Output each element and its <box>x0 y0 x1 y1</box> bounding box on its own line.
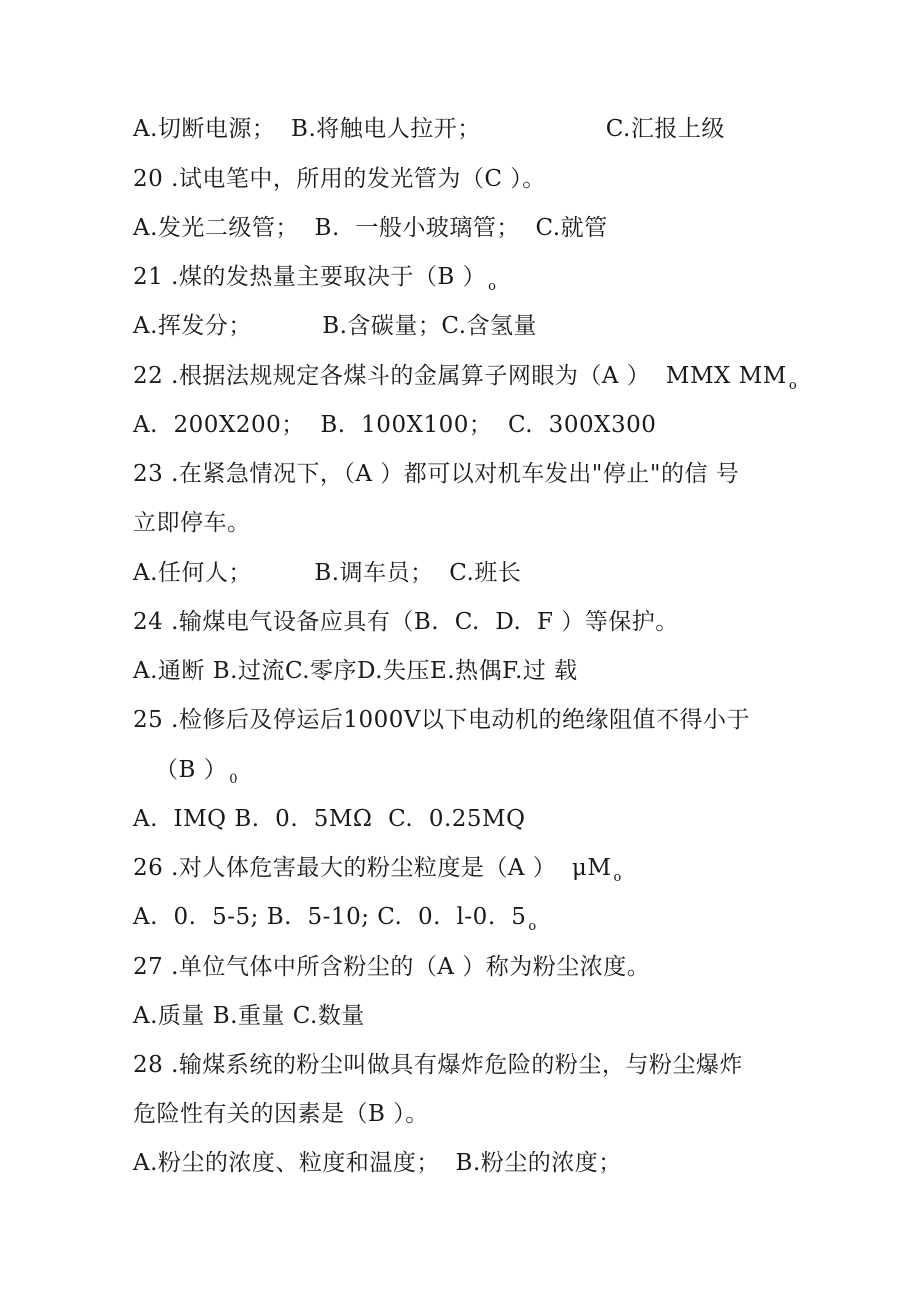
q21-question <box>133 262 496 302</box>
q21-options: A.挥发分； B.含碳量；C.含氢量 <box>133 313 538 339</box>
q28-question-line2: 危险性有关的因素是（B ）。 <box>133 1101 429 1127</box>
q25-question-line1: 25 .检修后及停运后1000V以下电动机的绝缘阻值不得小于 <box>133 707 751 733</box>
q22-question <box>133 361 797 401</box>
q21-subscript: o <box>488 279 497 294</box>
q26-question <box>133 853 622 893</box>
q27-question: 27 .单位气体中所含粉尘的（A ）称为粉尘浓度。 <box>133 954 651 980</box>
q23-question-line1: 23 .在紧急情况下，（A ）都可以对机车发出"停止"的信 号 <box>133 461 740 487</box>
q25-options: A. IMQ B. 0. 5MΩ C. 0.25MQ <box>133 806 526 832</box>
q26-options-text: A. 0. 5-5; B. 5-10; C. 0. l-0. 5 <box>133 904 527 930</box>
q26-options <box>133 902 537 942</box>
q22-subscript: o <box>788 378 798 393</box>
q25-question-line2 <box>155 755 238 795</box>
q23-options: A.任何人； B.调车员； C.班长 <box>133 560 522 586</box>
q28-question-line1: 28 .输煤系统的粉尘叫做具有爆炸危险的粉尘，与粉尘爆炸 <box>133 1052 743 1078</box>
q23-question-line2: 立即停车。 <box>133 510 251 536</box>
q26-subscript: o <box>613 870 622 885</box>
q24-options: A.通断 B.过流C.零序D.失压E.热偶F.过 载 <box>133 658 578 684</box>
q22-options: A. 200X200； B. 100X100； C. 300X300 <box>133 412 657 438</box>
q27-options: A.质量 B.重量 C.数量 <box>133 1003 365 1029</box>
q26-text: 26 .对人体危害最大的粉尘粒度是（A ） μM <box>133 855 612 881</box>
q21-text: 21 .煤的发热量主要取决于（B ） <box>133 264 487 290</box>
q19-options: A.切断电源； B.将触电人拉开； C.汇报上级 <box>133 116 725 142</box>
q25-subscript: 0 <box>229 772 238 787</box>
q26-options-subscript: o <box>528 919 537 934</box>
q20-question: 20 .试电笔中，所用的发光管为（C ）。 <box>133 166 546 192</box>
q24-question: 24 .输煤电气设备应具有（B. C. D. F ）等保护。 <box>133 609 679 635</box>
q25-text: （B ） <box>155 757 228 783</box>
q20-options: A.发光二级管； B. 一般小玻璃管； C.就管 <box>133 215 608 241</box>
q28-options: A.粉尘的浓度、粒度和温度； B.粉尘的浓度； <box>133 1150 622 1176</box>
q22-text: 22 .根据法规规定各煤斗的金属算子网眼为（A ） MMX MM <box>133 363 787 389</box>
